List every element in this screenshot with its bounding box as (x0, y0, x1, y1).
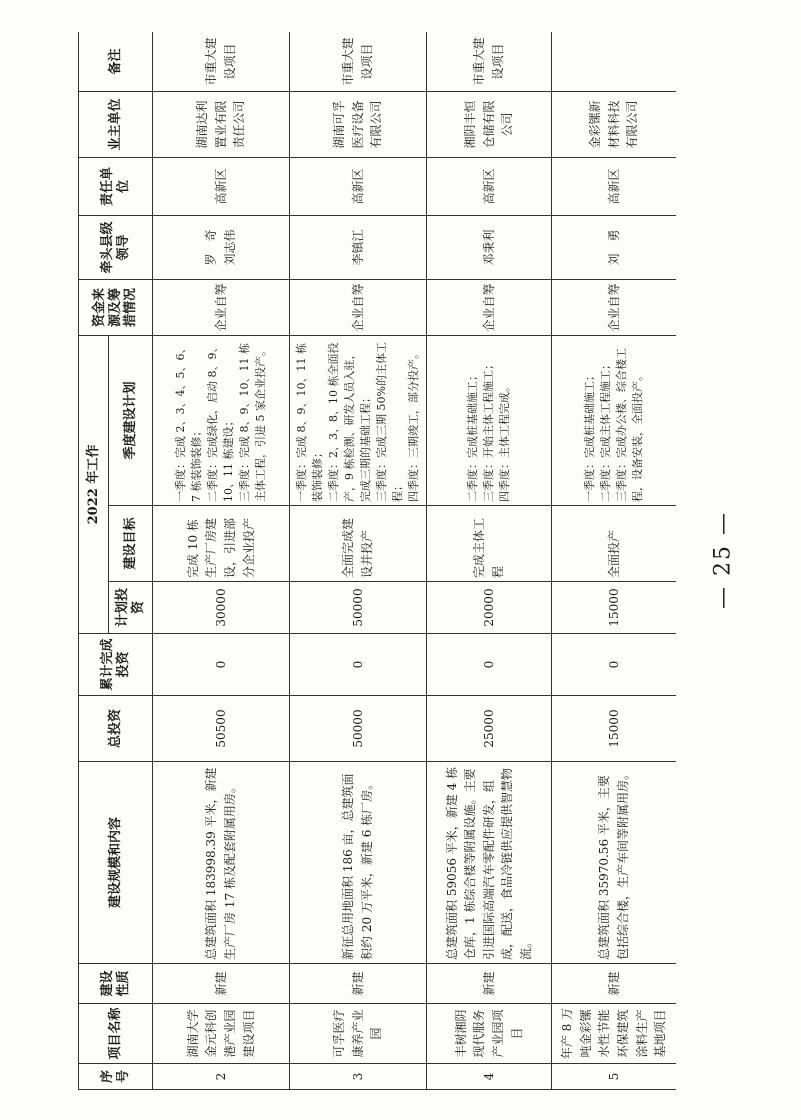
header-nature: 建设性质 (79, 964, 153, 1004)
cell-seq: 2 (153, 1064, 290, 1090)
cell-leader: 罗 奇 刘志伟 (153, 216, 290, 280)
cell-content: 总建筑面积 59056 平米，新建 4 栋仓库，1 栋综合楼等附属设施。主要引进国际高端汽车零配件研发，组成，配送，食品冷链供应提供智慧物流。 (427, 762, 552, 964)
cell-content: 新征总用地面积 186 亩，总建筑面积约 20 万平米，新建 6 栋厂房。 (290, 762, 427, 964)
cell-remark (552, 32, 677, 92)
project-table (78, 32, 676, 1090)
cell-seq: 3 (290, 1064, 427, 1090)
cell-target: 全面投产 (552, 506, 677, 582)
cell-quarterly: 一季度：完成桩基础施工； 二季度：完成主体工程施工； 三季度：完成办公楼、综合楼工程，设备安装，全面投产。 (552, 336, 677, 506)
cell-total: 15000 (552, 696, 677, 762)
cell-resp-unit: 高新区 (290, 158, 427, 216)
cell-leader: 刘 勇 (552, 216, 677, 280)
header-content: 建设规模和内容 (79, 762, 153, 964)
header-resp-unit: 责任单位 (79, 158, 153, 216)
cell-owner: 金彩镙新材料科技有限公司 (552, 92, 677, 158)
page-number: — 25 — (710, 511, 736, 609)
cell-owner: 湖南可孚医疗设备有限公司 (290, 92, 427, 158)
cell-total: 25000 (427, 696, 552, 762)
cell-target: 完成 10 栋生产厂房建设，引进部分企业投产 (153, 506, 290, 582)
header-work-2022: 2022 年工作 (79, 336, 109, 634)
header-name: 项目名称 (79, 1004, 153, 1064)
cell-content: 总建筑面积 183998.39 平米，新建生产厂房 17 栋及配套附属用房。 (153, 762, 290, 964)
cell-nature: 新建 (290, 964, 427, 1004)
cell-name: 湖南大学金元科创港产业园建设项目 (153, 1004, 290, 1064)
cell-resp-unit: 高新区 (427, 158, 552, 216)
cell-plan-investment: 30000 (153, 582, 290, 634)
cell-name: 丰树湘阴现代服务产业园项目 (427, 1004, 552, 1064)
cell-resp-unit: 高新区 (552, 158, 677, 216)
table-row (290, 32, 427, 1090)
cell-cumulative: 0 (153, 634, 290, 696)
table-row (153, 32, 290, 1090)
cell-cumulative: 0 (290, 634, 427, 696)
header-quarterly: 季度建设计划 (109, 336, 153, 506)
cell-content: 总建筑面积 35970.56 平米，主要包括综合楼，生产车间等附属用房。 (552, 762, 677, 964)
cell-target: 全面完成建设并投产 (290, 506, 427, 582)
cell-quarterly: 二季度：完成桩基础施工； 三季度：开始主体工程施工； 四季度：主体工程完成。 (427, 336, 552, 506)
cell-owner: 湖南达利置业有限责任公司 (153, 92, 290, 158)
cell-target: 完成主体工程 (427, 506, 552, 582)
table-row (552, 32, 677, 1090)
cell-quarterly: 一季度：完成 8、9、10、11 栋装饰装修； 二季度：2、3、8、10 栋全面投产，9 栋检测、研发人员入驻，完成三期的基础工程； 三季度：完成三期 50%的主体工程； 四季度：三期竣工，部分投产。 (290, 336, 427, 506)
header-remark: 备注 (79, 32, 153, 92)
cell-remark: 市重大建设项目 (153, 32, 290, 92)
cell-leader: 李镇江 (290, 216, 427, 280)
header-seq: 序号 (79, 1064, 153, 1090)
cell-plan-investment: 15000 (552, 582, 677, 634)
cell-owner: 湘阴丰恒仓储有限公司 (427, 92, 552, 158)
header-plan-investment: 计划投资 (109, 582, 153, 634)
cell-nature: 新建 (552, 964, 677, 1004)
cell-remark: 市重大建设项目 (427, 32, 552, 92)
cell-cumulative: 0 (427, 634, 552, 696)
cell-name: 年产 8 万吨金彩镙水性节能环保建筑涂料生产基地项目 (552, 1004, 677, 1064)
header-total: 总投资 (79, 696, 153, 762)
cell-plan-investment: 20000 (427, 582, 552, 634)
table-row (427, 32, 552, 1090)
header-cumulative: 累计完成投资 (79, 634, 153, 696)
cell-quarterly: 一季度：完成 2、3、4、5、6、7 栋装饰装修； 二季度：完成绿化，启动 8、9、10、11 栋建设； 三季度：完成 8、9、10、11 栋主体工程，引进 5 家企业投产。 (153, 336, 290, 506)
header-owner: 业主单位 (79, 92, 153, 158)
cell-seq: 5 (552, 1064, 677, 1090)
header-target: 建设目标 (109, 506, 153, 582)
header-leader: 牵头县级领导 (79, 216, 153, 280)
cell-resp-unit: 高新区 (153, 158, 290, 216)
cell-cumulative: 0 (552, 634, 677, 696)
cell-funding: 企业自筹 (290, 280, 427, 336)
cell-funding: 企业自筹 (153, 280, 290, 336)
cell-remark: 市重大建设项目 (290, 32, 427, 92)
rotated-table-stage (78, 32, 676, 1090)
cell-funding: 企业自筹 (552, 280, 677, 336)
cell-total: 50500 (153, 696, 290, 762)
cell-nature: 新建 (427, 964, 552, 1004)
cell-total: 50000 (290, 696, 427, 762)
cell-plan-investment: 50000 (290, 582, 427, 634)
cell-funding: 企业自筹 (427, 280, 552, 336)
cell-nature: 新建 (153, 964, 290, 1004)
cell-seq: 4 (427, 1064, 552, 1090)
cell-leader: 邓秉利 (427, 216, 552, 280)
header-funding: 资金来源及筹措情况 (79, 280, 153, 336)
cell-name: 可孚医疗康养产业园 (290, 1004, 427, 1064)
